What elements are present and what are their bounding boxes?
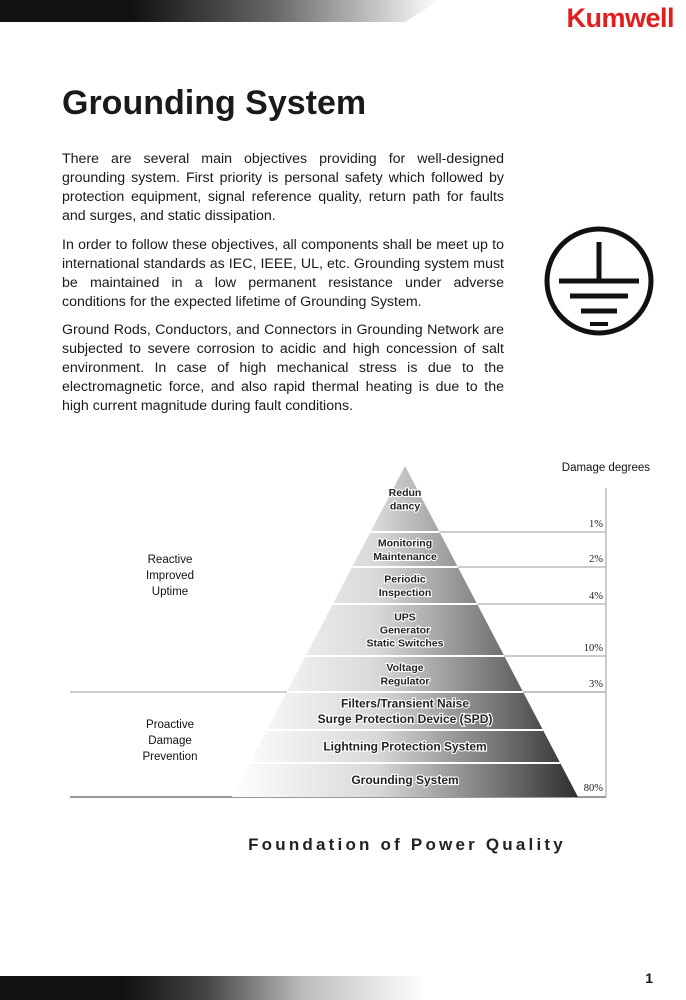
foundation-of-power-quality-caption: Foundation of Power Quality: [248, 835, 566, 854]
pyramid-level-label: UPS: [394, 611, 416, 624]
damage-degree-value: 80%: [583, 783, 603, 794]
page-title: Grounding System: [62, 84, 367, 122]
pyramid-level-label: Monitoring: [377, 537, 433, 550]
damage-degree-value: 4%: [589, 591, 603, 602]
damage-degree-value: 1%: [589, 519, 603, 530]
pyramid-level-label: Static Switches: [366, 637, 444, 650]
proactive-label-line: Proactive: [146, 719, 194, 731]
damage-degrees-header: Damage degrees: [561, 462, 650, 474]
pyramid-level-label: Voltage: [386, 661, 424, 674]
page-number: 1: [645, 970, 653, 986]
pyramid-level-label: Generator: [379, 624, 431, 637]
damage-degree-value: 3%: [589, 679, 603, 690]
protective-earth-ground-icon: [542, 224, 656, 338]
paragraph-objectives: There are several main objectives providing for well-designed grounding system. First priority is personal safety which followed by protection equipment, signal reference quality, return path for faults and surges, and static dissipation.: [62, 151, 504, 224]
damage-degree-value: 10%: [583, 643, 603, 654]
pyramid-level-label: Surge Protection Device (SPD): [317, 711, 493, 726]
pyramid-level-label: Periodic: [384, 573, 426, 586]
pyramid-level-label: Lightning Protection System: [323, 739, 487, 754]
footer-gradient-band: [0, 976, 686, 1000]
paragraph-corrosion: Ground Rods, Conductors, and Connectors in Grounding Network are subjected to severe corrosion to acidic and high concession of salt environment. In case of high mechanical stress is due to the electromagnetic force, and also rapid thermal heating is due to the high current magnitude during fault conditions.: [62, 322, 504, 414]
proactive-label-line: Damage: [148, 735, 192, 747]
reactive-label-line: Improved: [146, 570, 194, 582]
proactive-label-line: Prevention: [142, 751, 198, 763]
reactive-label-line: Reactive: [147, 554, 193, 566]
paragraph-standards: In order to follow these objectives, all components shall be meet up to international standards as IEC, IEEE, UL, etc. Grounding system must be maintained in a low permanent resistance under adverse conditions for the expected lifetime of Grounding System.: [62, 237, 504, 310]
pyramid-level-label: Regulator: [380, 675, 430, 688]
pyramid-level-label: dancy: [389, 500, 421, 513]
pyramid-level-label: Redun: [388, 486, 422, 499]
pyramid-level-label: Filters/Transient Naise: [340, 696, 470, 711]
power-quality-pyramid-diagram: [0, 456, 686, 816]
pyramid-level-label: Inspection: [378, 586, 432, 599]
pyramid-level-label: Maintenance: [373, 550, 437, 563]
brand-logo: Kumwell: [566, 3, 674, 33]
pyramid-level-label: Grounding System: [351, 773, 459, 788]
header-gradient-band: [0, 0, 440, 22]
reactive-label-line: Uptime: [151, 586, 189, 598]
damage-degree-value: 2%: [589, 554, 603, 565]
